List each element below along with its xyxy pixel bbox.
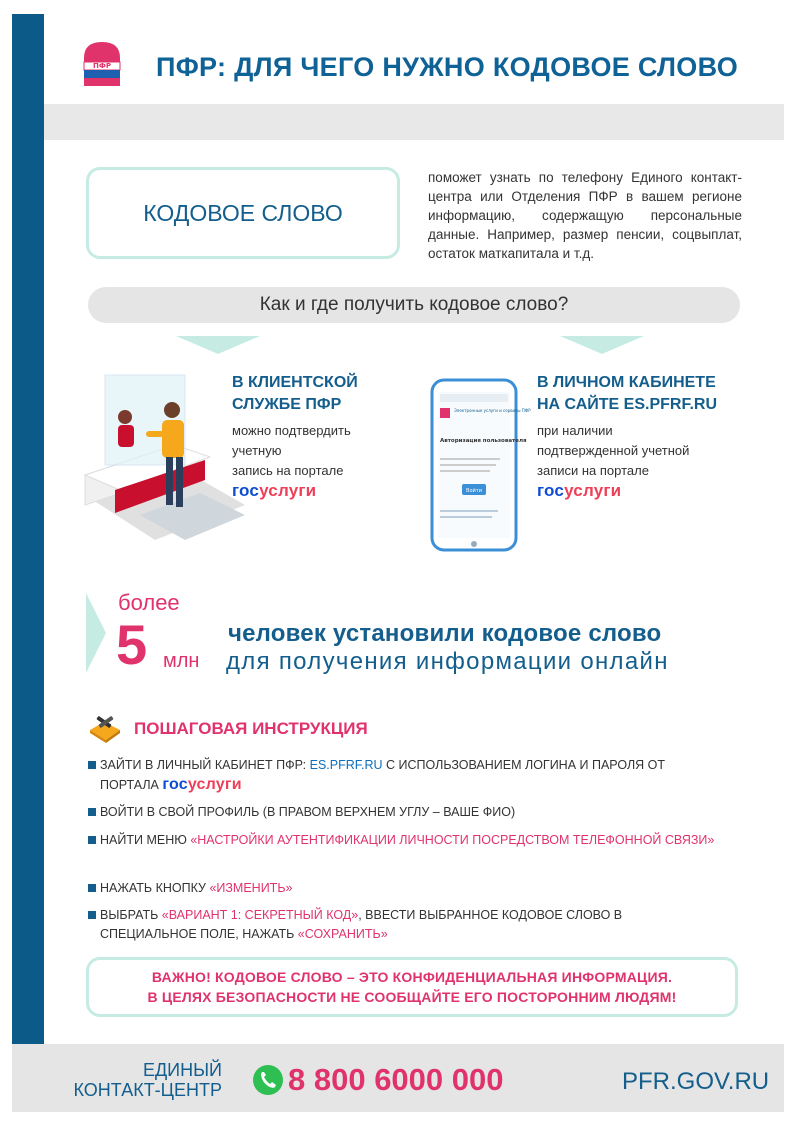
es-pfrf-link[interactable]: ES.PFRF.RU	[309, 758, 383, 772]
phone-illustration	[430, 378, 531, 553]
step-1-part1: ЗАЙТИ В ЛИЧНЫЙ КАБИНЕТ ПФР:	[100, 758, 310, 772]
page-header	[44, 14, 784, 104]
secret-code-option: «ВАРИАНТ 1: СЕКРЕТНЫЙ КОД»	[161, 908, 359, 922]
contact-center-label	[22, 1060, 222, 1100]
step-bullet	[88, 808, 96, 816]
online-text-line2: подтвержденной учетной	[537, 443, 690, 458]
step-bullet	[88, 911, 96, 919]
phone-screen-title: Авторизация пользователя	[440, 438, 527, 444]
online-text-line1: при наличии	[537, 423, 613, 438]
step-3-text	[100, 831, 720, 850]
phone-screen-button: Войти	[466, 488, 482, 494]
step-4-part1: НАЖАТЬ КНОПКУ	[100, 881, 210, 895]
online-title-line2: НА САЙТЕ ES.PFRF.RU	[537, 396, 717, 413]
stats-pointer	[86, 593, 106, 673]
header-band	[44, 104, 784, 140]
step-5-part2: , ВВЕСТИ ВЫБРАННОЕ КОДОВОЕ СЛОВО В СПЕЦИАЛЬНОЕ ПОЛЕ, НАЖАТЬ	[100, 908, 623, 941]
step-4	[88, 879, 720, 898]
save-button-label: «СОХРАНИТЬ»	[297, 927, 388, 941]
warning-line2: В ЦЕЛЯХ БЕЗОПАСНОСТИ НЕ СООБЩАЙТЕ ЕГО ПОСТОРОННИМ ЛЮДЯМ!	[147, 989, 677, 1005]
page-footer	[12, 1044, 784, 1112]
gosuslugi-part2: услуги	[187, 776, 242, 793]
warning-line1: ВАЖНО! КОДОВОЕ СЛОВО – ЭТО КОНФИДЕНЦИАЛЬНАЯ ИНФОРМАЦИЯ.	[151, 969, 673, 985]
gosuslugi-part1: гос	[162, 776, 188, 793]
office-title-line1: В КЛИЕНТСКОЙ	[232, 374, 358, 391]
left-pointer	[176, 336, 260, 354]
step-2	[88, 803, 720, 822]
step-3	[88, 831, 720, 850]
contact-line2: КОНТАКТ-ЦЕНТР	[73, 1080, 222, 1100]
office-text	[232, 421, 351, 481]
online-title-line1: В ЛИЧНОМ КАБИНЕТЕ	[537, 374, 716, 391]
stats-line1: человек установили кодовое слово	[228, 620, 662, 647]
stats-unit: млн	[163, 650, 200, 672]
step-2-text: ВОЙТИ В СВОЙ ПРОФИЛЬ (В ПРАВОМ ВЕРХНЕМ УГЛУ – ВАШЕ ФИО)	[100, 805, 516, 819]
tools-icon	[88, 712, 122, 744]
code-word-box	[86, 167, 400, 259]
step-bullet	[88, 761, 96, 769]
step-bullet	[88, 836, 96, 844]
phone-screen-header: Электронные услуги и сервисы ПФР	[454, 408, 531, 413]
code-word-description: поможет узнать по телефону Единого контакт-центра или Отделения ПФР в вашем регионе информацию, содержащую персональные данные. Например, размер пенсии, соцвыплат, остаток маткапитала и т.д.	[428, 170, 742, 261]
step-5-part1: ВЫБРАТЬ	[100, 908, 162, 922]
instructions-title: ПОШАГОВАЯ ИНСТРУКЦИЯ	[134, 719, 368, 738]
office-text-line2: учетную	[232, 443, 282, 458]
stats-number: 5	[116, 613, 148, 676]
stats-more: более	[118, 590, 180, 615]
pfr-logo-icon	[78, 38, 126, 90]
stats-line2: для получения информации онлайн	[226, 648, 669, 675]
online-text	[537, 421, 689, 481]
phone-number[interactable]: 8 800 6000 000	[288, 1062, 504, 1097]
smartphone-icon	[430, 378, 531, 553]
contact-line1: ЕДИНЫЙ	[142, 1060, 222, 1080]
gosuslugi-part1: гос	[232, 481, 260, 500]
office-title-line2: СЛУЖБЕ ПФР	[232, 396, 342, 413]
code-word-label: КОДОВОЕ СЛОВО	[143, 199, 343, 226]
gosuslugi-logo-online	[537, 481, 621, 501]
step-1	[88, 756, 720, 795]
gosuslugi-logo-office	[232, 481, 316, 501]
phone-icon	[252, 1064, 284, 1096]
side-accent-bar	[12, 14, 44, 1044]
how-question: Как и где получить кодовое слово?	[259, 294, 569, 315]
gosuslugi-logo-step	[162, 776, 241, 793]
logo-text: ПФР	[93, 62, 111, 70]
step-1-part2: С ИСПОЛЬЗОВАНИЕМ ЛОГИНА И ПАРОЛЯ ОТ ПОРТАЛА	[100, 758, 666, 792]
office-text-line3: запись на портале	[232, 463, 344, 478]
online-text-line3: записи на портале	[537, 463, 649, 478]
office-illustration-icon	[80, 365, 245, 565]
change-button-label: «ИЗМЕНИТЬ»	[209, 881, 293, 895]
gosuslugi-part2: услуги	[259, 481, 317, 500]
website-link[interactable]: PFR.GOV.RU	[622, 1068, 770, 1095]
office-text-line1: можно подтвердить	[232, 423, 351, 438]
step-5	[88, 906, 720, 944]
step-4-text	[100, 879, 720, 898]
warning-box	[86, 957, 738, 1017]
step-3-part1: НАЙТИ МЕНЮ	[100, 833, 191, 847]
step-bullet	[88, 884, 96, 892]
right-pointer	[560, 336, 644, 354]
how-question-pill	[88, 287, 740, 323]
gosuslugi-part2: услуги	[564, 481, 622, 500]
office-title	[232, 372, 358, 416]
step-5-text	[100, 906, 720, 944]
auth-settings-menu: «НАСТРОЙКИ АУТЕНТИФИКАЦИИ ЛИЧНОСТИ ПОСРЕДСТВОМ ТЕЛЕФОННОЙ СВЯЗИ»	[190, 833, 715, 847]
online-title	[537, 372, 717, 416]
gosuslugi-part1: гос	[537, 481, 565, 500]
page-title: ПФР: ДЛЯ ЧЕГО НУЖНО КОДОВОЕ СЛОВО	[156, 52, 739, 82]
step-1-text	[100, 756, 720, 795]
